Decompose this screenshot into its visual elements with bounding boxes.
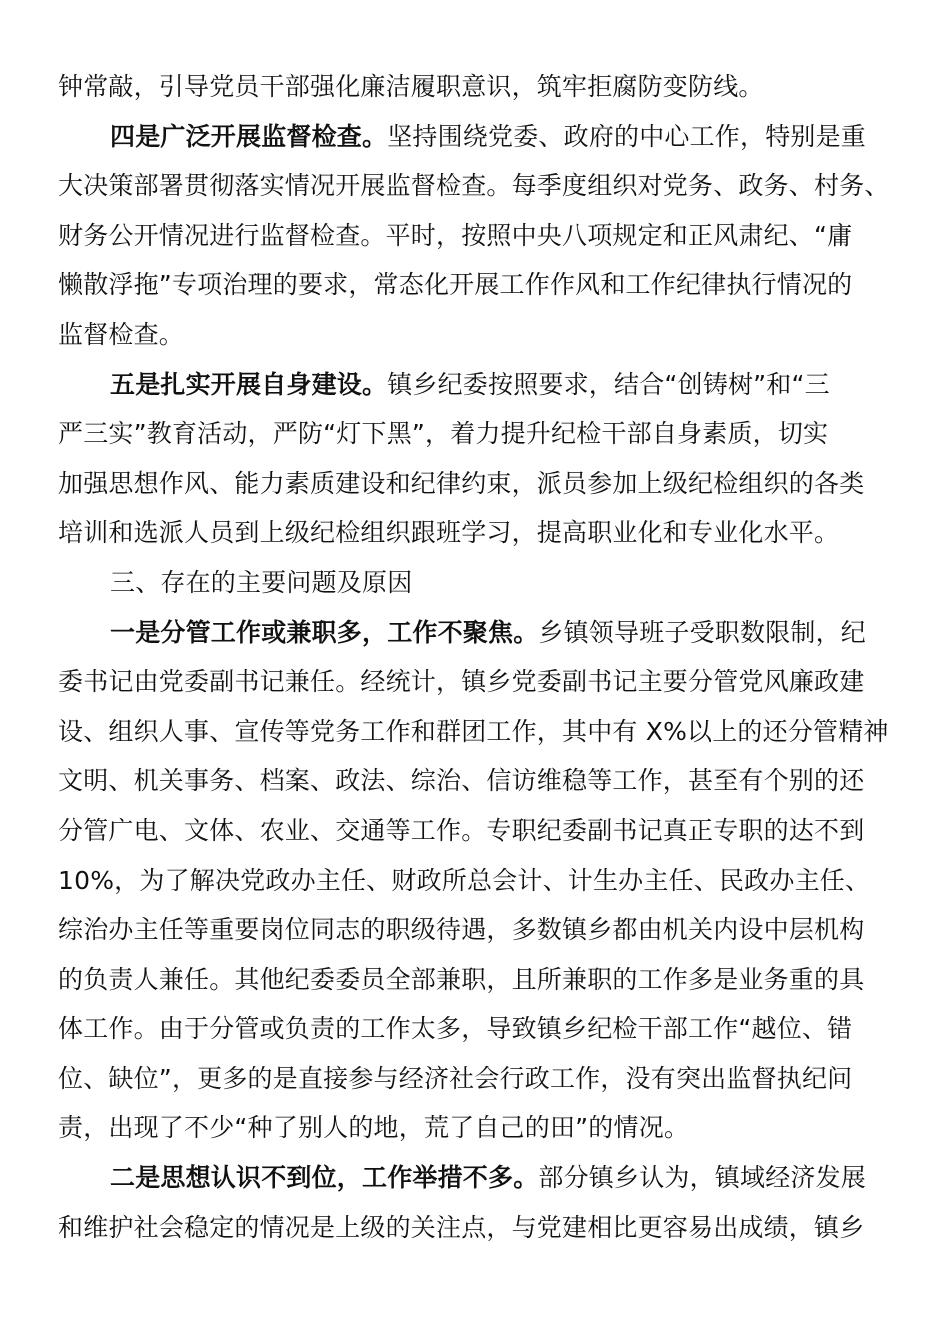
paragraph-line: 分管广电、文体、农业、交通等工作。专职纪委副书记真正专职的达不到 [58, 815, 865, 845]
paragraph-line: 10%，为了解决党政办主任、财政所总会计、计生办主任、民政办主任、 [58, 865, 871, 895]
paragraph-text: 乡镇领导班子受职数限制，纪 [538, 617, 867, 647]
paragraph-line: 的负责人兼任。其他纪委委员全部兼职，且所兼职的工作多是业务重的具 [58, 964, 865, 994]
paragraph-first-line [58, 112, 892, 162]
section-title: 三、存在的主要问题及原因 [110, 567, 413, 597]
paragraph-text: 镇乡纪委按照要求，结合“创铸树”和“三 [387, 369, 830, 399]
paragraph-text: 坚持围绕党委、政府的中心工作，特别是重 [387, 121, 867, 151]
paragraph-line: 和维护社会稳定的情况是上级的关注点，与党建相比更容易出成绩，镇乡 [58, 1212, 865, 1242]
paragraph-first-line [58, 608, 892, 658]
paragraph-line: 监督检查。 [58, 319, 185, 349]
paragraph-first-line [58, 360, 892, 410]
paragraph-line: 加强思想作风、能力素质建设和纪律约束，派员参加上级纪检组织的各类 [58, 468, 865, 498]
paragraph-line: 位、缺位”，更多的是直接参与经济社会行政工作，没有突出监督执纪问 [58, 1063, 853, 1093]
document-page [58, 62, 892, 1252]
paragraph-line: 委书记由党委副书记兼任。经统计，镇乡党委副书记主要分管党风廉政建 [58, 667, 865, 697]
paragraph-line: 文明、机关事务、档案、政法、综治、信访维稳等工作，甚至有个别的还 [58, 766, 865, 796]
paragraph-line: 钟常敲，引导党员干部强化廉洁履职意识，筑牢拒腐防变防线。 [58, 72, 764, 101]
paragraph-line: 培训和选派人员到上级纪检组织跟班学习，提高职业化和专业化水平。 [58, 518, 840, 548]
paragraph-line: 财务公开情况进行监督检查。平时，按照中央八项规定和正风肃纪、“庸 [58, 220, 853, 250]
paragraph-heading: 五是扎实开展自身建设。 [110, 369, 388, 399]
paragraph-line: 设、组织人事、宣传等党务工作和群团工作，其中有 X%以上的还分管精神 [58, 716, 889, 746]
paragraph-line: 体工作。由于分管或负责的工作太多，导致镇乡纪检干部工作“越位、错 [58, 1014, 853, 1044]
paragraph-line: 综治办主任等重要岗位同志的职级待遇，多数镇乡都由机关内设中层机构 [58, 915, 865, 945]
paragraph-line: 大决策部署贯彻落实情况开展监督检查。每季度组织对党务、政务、村务、 [58, 171, 890, 201]
paragraph-first-line [58, 1153, 892, 1203]
paragraph-heading: 二是思想认识不到位，工作举措不多。 [110, 1163, 539, 1193]
paragraph-line: 懒散浮拖”专项治理的要求，常态化开展工作作风和工作纪律执行情况的 [58, 270, 853, 300]
paragraph-line: 责，出现了不少“种了别人的地，荒了自己的田”的情况。 [58, 1113, 690, 1143]
paragraph-text: 部分镇乡认为，镇域经济发展 [538, 1163, 867, 1193]
paragraph-line: 严三实”教育活动，严防“灯下黑”，着力提升纪检干部自身素质，切实 [58, 419, 829, 449]
paragraph-heading: 一是分管工作或兼职多，工作不聚焦。 [110, 617, 539, 647]
paragraph-heading: 四是广泛开展监督检查。 [110, 121, 388, 151]
